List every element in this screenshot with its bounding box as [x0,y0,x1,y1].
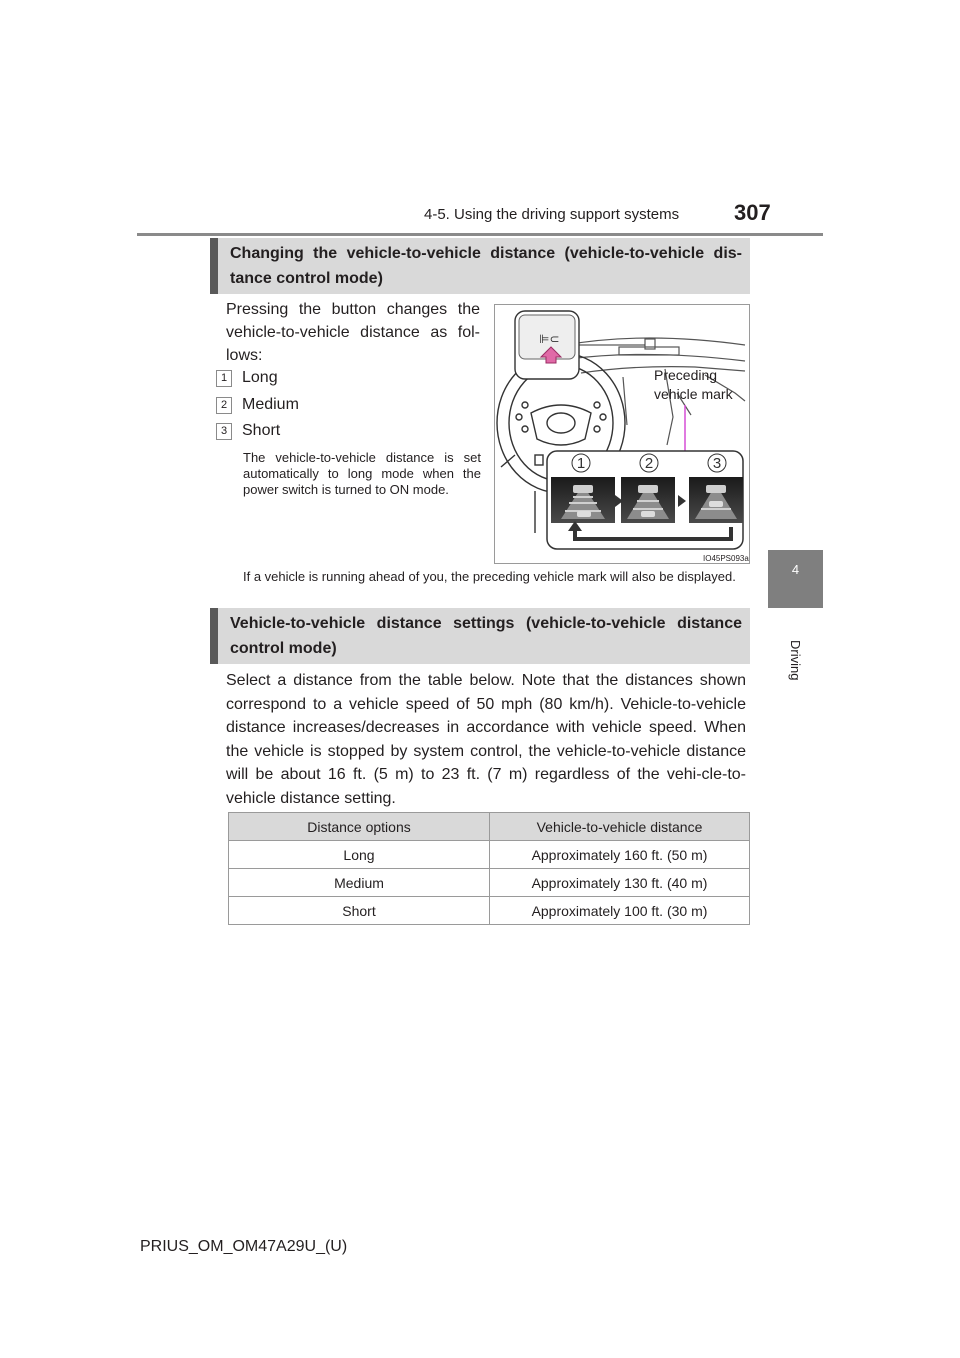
table-header-cell: Distance options [229,813,490,841]
option-number: 1 [216,370,232,387]
table-header-row [229,813,750,841]
option-number: 3 [216,423,232,440]
intro-text: Pressing the button changes the vehicle-to-vehicle distance as fol-lows: [226,301,480,364]
table-cell: Long [229,841,490,869]
header-rule [137,233,823,236]
table-row [229,841,750,869]
note-preceding-vehicle: If a vehicle is running ahead of you, the preceding vehicle mark will also be displayed. [243,569,736,584]
table-cell: Approximately 100 ft. (30 m) [490,897,750,925]
option-item-medium [216,396,299,418]
settings-paragraph: Select a distance from the table below. Note that the distances shown correspond to a vehicle speed of 50 mph (80 km/h). Vehicle-to-vehicle distance increases/decreases in accordance with vehicle speed. When the vehicle is stopped by system control, the vehicle-to-vehicle distance will be about 16 ft. (5 m) to 23 ft. (7 m) regardless of the vehi-cle-to-vehicle distance setting. [226,672,746,807]
figure-callout-preceding-vehicle-mark: Preceding vehicle mark [654,367,733,402]
chapter-tab [768,550,823,608]
section-heading-distance-settings: Vehicle-to-vehicle distance settings (vehicle-to-vehicle distance control mode) [210,608,750,664]
header-section-title: 4-5. Using the driving support systems [424,206,680,223]
table-row [229,869,750,897]
chapter-label: Driving [788,640,803,681]
figure-marker-2: 2 [644,455,654,472]
option-label: Medium [242,396,299,413]
section-heading-distance-change: Changing the vehicle-to-vehicle distance (vehicle-to-vehicle dis-tance control mode) [210,238,750,294]
figure-marker-3: 3 [712,455,722,472]
chapter-number: 4 [791,562,800,577]
table-cell: Approximately 160 ft. (50 m) [490,841,750,869]
svg-text:⊫⊂: ⊫⊂ [539,332,560,346]
figure-distance-switch [494,304,750,564]
page-number: 307 [734,200,771,225]
footer-document-id: PRIUS_OM_OM47A29U_(U) [140,1238,348,1255]
table-cell: Medium [229,869,490,897]
option-item-long [216,369,278,391]
table-row [229,897,750,925]
table-cell: Short [229,897,490,925]
table-header-cell: Vehicle-to-vehicle distance [490,813,750,841]
figure-code: IO45PS093a [703,554,749,563]
option-label: Short [242,422,281,439]
figure-illustration [495,305,750,564]
option-number: 2 [216,397,232,414]
table-cell: Approximately 130 ft. (40 m) [490,869,750,897]
note-auto-long: The vehicle-to-vehicle distance is set automatically to long mode when the power switch is turned to ON mode. [243,450,481,497]
figure-marker-1: 1 [576,455,586,472]
option-label: Long [242,369,278,386]
option-item-short [216,422,280,444]
distance-table [228,812,750,925]
